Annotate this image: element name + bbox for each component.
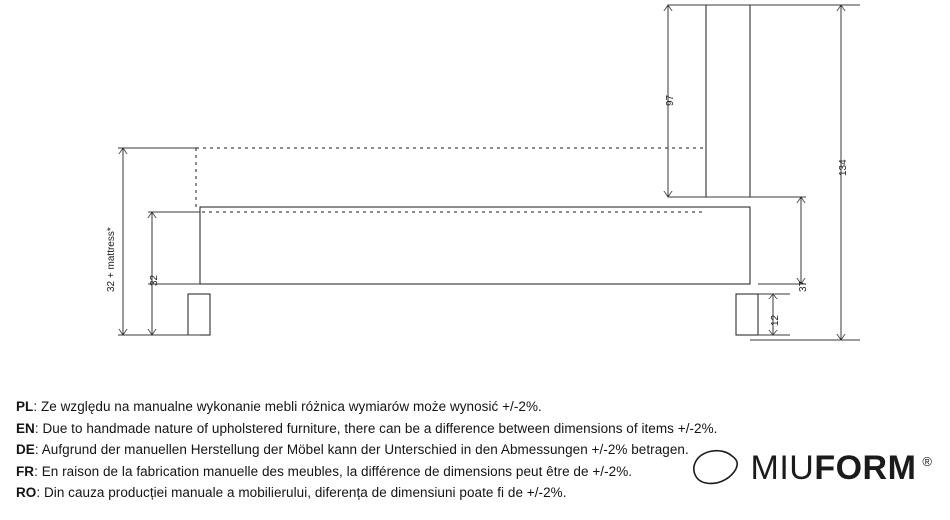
note-pl-colon: : xyxy=(33,399,41,414)
note-pl xyxy=(16,396,716,418)
note-fr-lang: FR xyxy=(16,463,35,479)
note-de xyxy=(16,439,716,461)
note-de-text: Aufgrund der manuellen Herstellung der Möbel kann der Unterschied in den Abmessungen +/-2% betragen. xyxy=(41,442,689,457)
note-pl-text: Ze względu na manualne wykonanie mebli różnica wymiarów może wynosić +/-2%. xyxy=(40,399,542,414)
note-en xyxy=(16,418,716,440)
miuform-bean-logo-icon xyxy=(692,448,744,488)
bed-frame-rail xyxy=(200,207,750,284)
brand-logo xyxy=(692,448,932,488)
note-fr-text: En raison de la fabrication manuelle des meubles, la différence de dimensions peut être de +/-2%. xyxy=(41,463,633,479)
note-ro-colon: : xyxy=(36,485,44,500)
note-en-colon: : xyxy=(34,420,43,436)
note-de-colon: : xyxy=(34,442,42,457)
note-ro-text: Din cauza producției manuale a mobilierului, diferența de dimensiuni poate fi de +/-2%. xyxy=(43,485,567,500)
dim-label-leg-height: 12 xyxy=(770,314,781,326)
dimline-32 xyxy=(148,212,156,335)
dim-label-frame-height: 32 xyxy=(149,274,160,286)
note-fr-colon: : xyxy=(34,463,42,479)
brand-wordmark xyxy=(750,449,916,488)
note-pl-lang: PL xyxy=(16,399,34,414)
brand-registered-mark: ® xyxy=(922,454,932,469)
dim-label-mattress-support-height: 32 + mattress* xyxy=(106,227,117,292)
note-en-lang: EN xyxy=(16,420,35,436)
dim-label-total-height: 134 xyxy=(838,159,849,176)
disclaimer-notes xyxy=(16,396,716,504)
dim-label-headboard-height: 97 xyxy=(665,94,676,106)
brand-word-iu: IU xyxy=(779,448,815,487)
brand-word-form: FORM xyxy=(814,448,917,487)
dim-label-frame-to-floor: 37 xyxy=(798,280,809,292)
leg-right xyxy=(736,294,758,335)
brand-word-m: M xyxy=(750,448,780,487)
leg-left xyxy=(188,294,210,335)
note-de-lang: DE xyxy=(16,442,35,457)
note-ro xyxy=(16,482,716,504)
note-en-text: Due to handmade nature of upholstered furniture, there can be a difference between dimensions of items +/-2%. xyxy=(42,420,718,436)
dimline-37 xyxy=(797,197,805,284)
headboard-panel xyxy=(706,5,750,197)
note-ro-lang: RO xyxy=(16,485,37,500)
dimline-32-mattress xyxy=(119,148,127,335)
mattress-level-guide xyxy=(196,148,706,212)
note-fr xyxy=(16,461,716,483)
